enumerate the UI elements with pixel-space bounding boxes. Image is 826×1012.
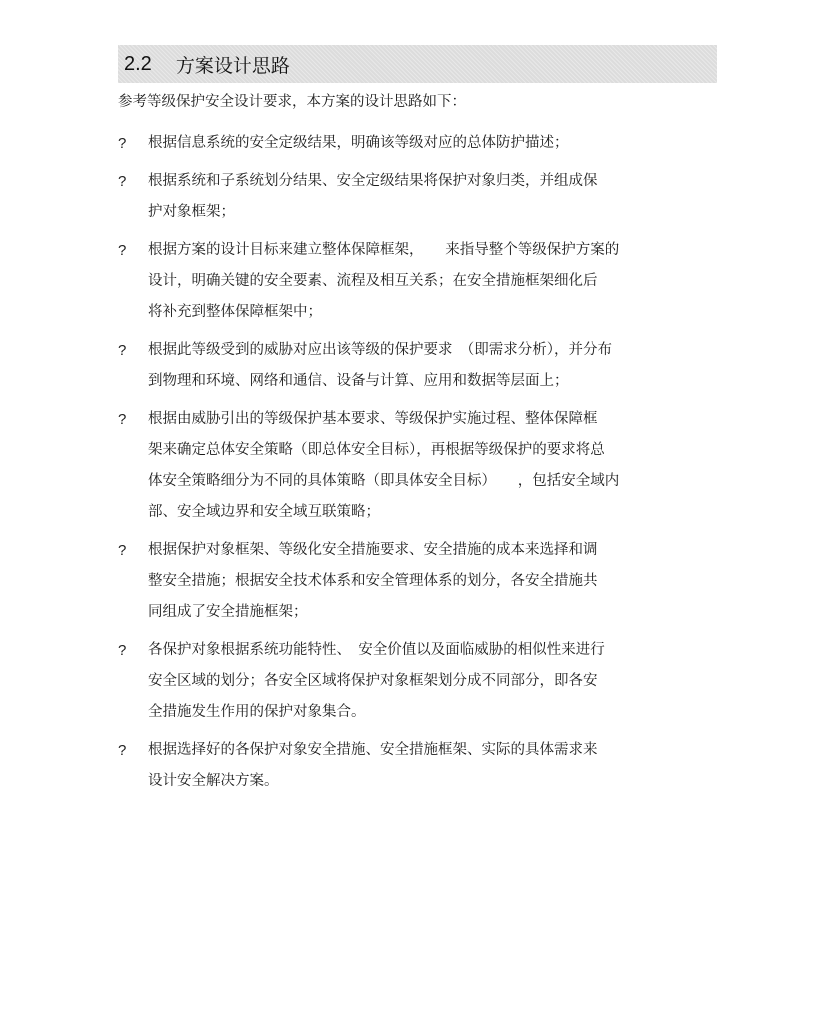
text-line: 护对象框架； xyxy=(148,204,235,220)
list-item-text xyxy=(148,404,718,528)
list-item xyxy=(118,335,718,397)
text-line: 将补充到整体保障框架中； xyxy=(148,304,322,320)
text-line: 安全区域的划分；各安全区域将保护对象框架划分成不同部分，即各安 xyxy=(148,673,598,689)
text-line: 部、安全域边界和安全域互联策略； xyxy=(148,504,380,520)
list-item-text xyxy=(148,235,718,328)
list-item-text xyxy=(148,128,718,159)
text-line: 各保护对象根据系统功能特性、 安全价值以及面临威胁的相似性来进行 xyxy=(148,642,605,658)
bullet-marker: ? xyxy=(118,242,127,259)
bullet-marker: ? xyxy=(118,411,127,428)
text-line: 根据信息系统的安全定级结果，明确该等级对应的总体防护描述； xyxy=(148,135,569,151)
text-line: 根据系统和子系统划分结果、安全定级结果将保护对象归类，并组成保 xyxy=(148,173,598,189)
text-line: 整安全措施；根据安全技术体系和安全管理体系的划分，各安全措施共 xyxy=(148,573,598,589)
section-title: 方案设计思路 xyxy=(175,54,290,77)
text-line: 根据由威胁引出的等级保护基本要求、等级保护实施过程、整体保障框 xyxy=(148,411,598,427)
text-line: 设计安全解决方案。 xyxy=(148,773,279,789)
list-item xyxy=(118,128,718,159)
text-line: 到物理和环境、网络和通信、设备与计算、应用和数据等层面上； xyxy=(148,373,569,389)
section-number: 2.2 xyxy=(124,52,152,75)
list-item-text xyxy=(148,735,718,797)
list-item-text xyxy=(148,635,718,728)
text-line: 根据此等级受到的威胁对应出该等级的保护要求 （即需求分析），并分布 xyxy=(148,342,612,358)
intro-paragraph: 参考等级保护安全设计要求，本方案的设计思路如下： xyxy=(118,94,466,110)
design-idea-list xyxy=(118,128,718,804)
list-item-text xyxy=(148,166,718,228)
bullet-marker: ? xyxy=(118,173,127,190)
list-item xyxy=(118,635,718,728)
bullet-marker: ? xyxy=(118,135,127,152)
text-line: 全措施发生作用的保护对象集合。 xyxy=(148,704,366,720)
text-line: 设计，明确关键的安全要素、流程及相互关系；在安全措施框架细化后 xyxy=(148,273,598,289)
bullet-marker: ? xyxy=(118,542,127,559)
text-line: 架来确定总体安全策略（即总体安全目标），再根据等级保护的要求将总 xyxy=(148,442,605,458)
list-item xyxy=(118,535,718,628)
text-line: 同组成了安全措施框架； xyxy=(148,604,308,620)
list-item xyxy=(118,166,718,228)
list-item xyxy=(118,235,718,328)
list-item xyxy=(118,735,718,797)
list-item xyxy=(118,404,718,528)
text-line: 体安全策略细分为不同的具体策略（即具体安全目标） ，包括安全域内 xyxy=(148,473,620,489)
text-line: 根据方案的设计目标来建立整体保障框架， 来指导整个等级保护方案的 xyxy=(148,242,620,258)
bullet-marker: ? xyxy=(118,342,127,359)
text-line: 根据保护对象框架、等级化安全措施要求、安全措施的成本来选择和调 xyxy=(148,542,598,558)
list-item-text xyxy=(148,535,718,628)
section-heading xyxy=(118,45,717,83)
bullet-marker: ? xyxy=(118,742,127,759)
list-item-text xyxy=(148,335,718,397)
text-line: 根据选择好的各保护对象安全措施、安全措施框架、实际的具体需求来 xyxy=(148,742,598,758)
bullet-marker: ? xyxy=(118,642,127,659)
